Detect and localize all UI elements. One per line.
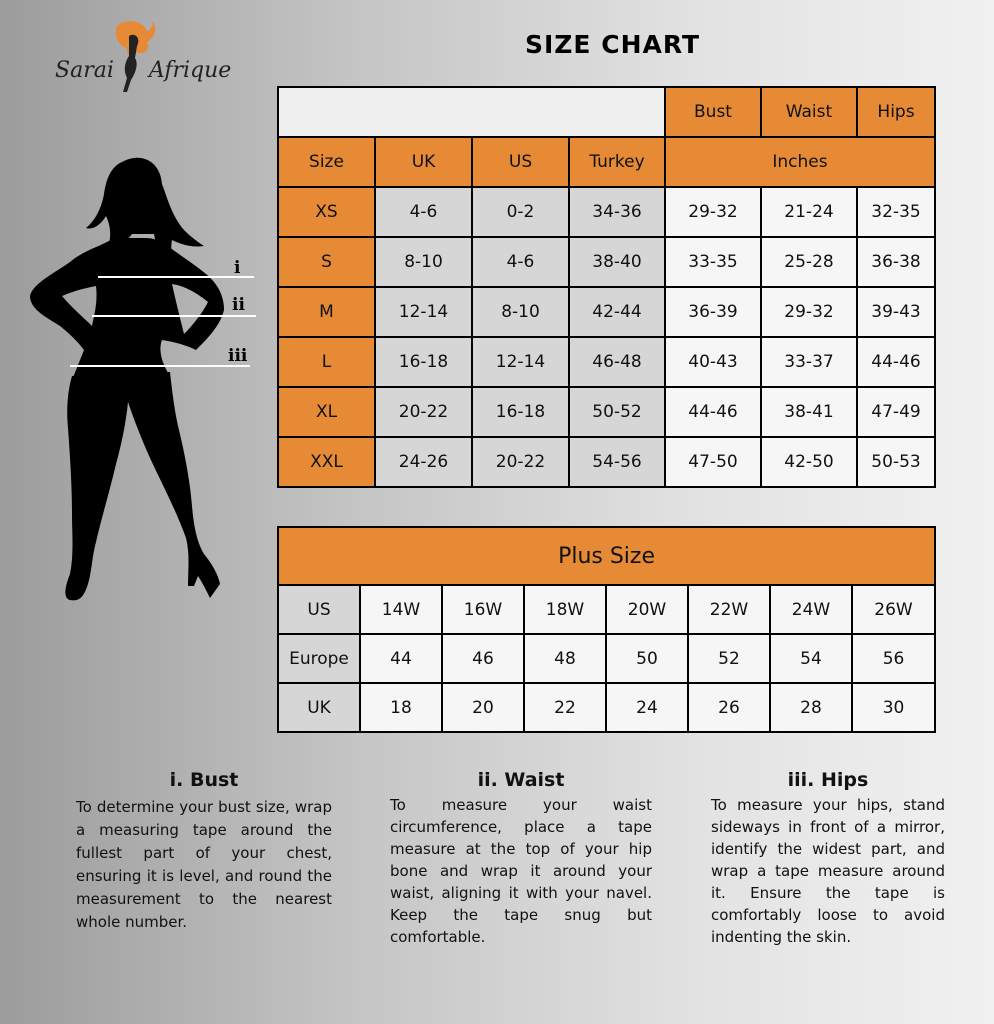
table-cell: 22 bbox=[524, 683, 606, 732]
size-label-cell: M bbox=[278, 287, 375, 337]
table-cell: 4-6 bbox=[472, 237, 569, 287]
table-cell: 47-50 bbox=[665, 437, 761, 487]
table-cell: 54-56 bbox=[569, 437, 665, 487]
table-cell: 12-14 bbox=[472, 337, 569, 387]
table-cell: 50-52 bbox=[569, 387, 665, 437]
plus-size-title: Plus Size bbox=[278, 527, 935, 585]
page-title: SIZE CHART bbox=[525, 30, 701, 59]
table-cell: 44-46 bbox=[665, 387, 761, 437]
table-cell: 28 bbox=[770, 683, 852, 732]
table-cell: 18 bbox=[360, 683, 442, 732]
table-cell: 54 bbox=[770, 634, 852, 683]
marker-ii: ii bbox=[232, 295, 245, 315]
table-cell: 14W bbox=[360, 585, 442, 634]
table-cell: 33-37 bbox=[761, 337, 857, 387]
table-cell: 44-46 bbox=[857, 337, 935, 387]
table-cell: 52 bbox=[688, 634, 770, 683]
table-cell: 42-44 bbox=[569, 287, 665, 337]
guide-title: ii. Waist bbox=[477, 769, 565, 791]
table-cell: 40-43 bbox=[665, 337, 761, 387]
table-cell: 46 bbox=[442, 634, 524, 683]
table-cell: 30 bbox=[852, 683, 935, 732]
size-label-cell: S bbox=[278, 237, 375, 287]
table-cell: 0-2 bbox=[472, 187, 569, 237]
table-cell: 33-35 bbox=[665, 237, 761, 287]
brand-logo bbox=[55, 18, 232, 103]
table-cell: 50 bbox=[606, 634, 688, 683]
table-cell: 16-18 bbox=[472, 387, 569, 437]
table-cell: 38-41 bbox=[761, 387, 857, 437]
table-row bbox=[278, 337, 935, 387]
table-cell: 34-36 bbox=[569, 187, 665, 237]
marker-iii: iii bbox=[228, 346, 248, 366]
region-label-cell: UK bbox=[278, 683, 360, 732]
logo-text: Sarai Afrique bbox=[55, 58, 232, 83]
table-cell: 36-39 bbox=[665, 287, 761, 337]
guide-title: iii. Hips bbox=[787, 769, 869, 791]
table-cell: 46-48 bbox=[569, 337, 665, 387]
table-cell: 8-10 bbox=[472, 287, 569, 337]
table-cell: 26W bbox=[852, 585, 935, 634]
inches-header: Inches bbox=[665, 137, 935, 187]
waist-header: Waist bbox=[761, 87, 857, 137]
measure-header-row bbox=[278, 87, 935, 137]
table-cell: 38-40 bbox=[569, 237, 665, 287]
table-cell: 29-32 bbox=[761, 287, 857, 337]
table-cell: 39-43 bbox=[857, 287, 935, 337]
size-label-cell: XS bbox=[278, 187, 375, 237]
table-cell: 24-26 bbox=[375, 437, 472, 487]
marker-i: i bbox=[234, 258, 241, 278]
table-cell: 56 bbox=[852, 634, 935, 683]
blank-header-cell bbox=[278, 87, 665, 137]
bust-header: Bust bbox=[665, 87, 761, 137]
table-cell: 26 bbox=[688, 683, 770, 732]
table-cell: 24 bbox=[606, 683, 688, 732]
us-header: US bbox=[472, 137, 569, 187]
table-cell: 47-49 bbox=[857, 387, 935, 437]
table-cell: 4-6 bbox=[375, 187, 472, 237]
table-cell: 21-24 bbox=[761, 187, 857, 237]
hips-header: Hips bbox=[857, 87, 935, 137]
guide-text: To measure your hips, stand sideways in front of a mirror, identify the widest part, and wrap a tape measure around it. Ensure the tape is comfortably loose to avoid indenting the skin. bbox=[711, 796, 945, 946]
turkey-header: Turkey bbox=[569, 137, 665, 187]
size-table bbox=[277, 86, 936, 488]
size-header-row bbox=[278, 137, 935, 187]
plus-title-row bbox=[278, 527, 935, 585]
table-cell: 8-10 bbox=[375, 237, 472, 287]
table-cell: 48 bbox=[524, 634, 606, 683]
table-row bbox=[278, 683, 935, 732]
table-cell: 16-18 bbox=[375, 337, 472, 387]
guide-title: i. Bust bbox=[169, 769, 239, 791]
table-row bbox=[278, 585, 935, 634]
table-cell: 22W bbox=[688, 585, 770, 634]
table-row bbox=[278, 437, 935, 487]
table-cell: 20-22 bbox=[472, 437, 569, 487]
table-row bbox=[278, 287, 935, 337]
table-cell: 24W bbox=[770, 585, 852, 634]
region-label-cell: Europe bbox=[278, 634, 360, 683]
table-cell: 20W bbox=[606, 585, 688, 634]
table-cell: 29-32 bbox=[665, 187, 761, 237]
size-label-cell: L bbox=[278, 337, 375, 387]
size-label-cell: XXL bbox=[278, 437, 375, 487]
table-cell: 50-53 bbox=[857, 437, 935, 487]
body-silhouette-icon bbox=[22, 150, 262, 610]
guide-text: To measure your waist circumference, place a tape measure at the top of your hip bone and wrap it around your waist, aligning it with your navel. Keep the tape snug but comfortable. bbox=[390, 796, 652, 946]
uk-header: UK bbox=[375, 137, 472, 187]
guide-text: To determine your bust size, wrap a measuring tape around the fullest part of your chest, ensuring it is level, and round the measurement to the nearest whole number. bbox=[76, 798, 332, 931]
table-row bbox=[278, 387, 935, 437]
table-cell: 20 bbox=[442, 683, 524, 732]
size-header: Size bbox=[278, 137, 375, 187]
table-row bbox=[278, 237, 935, 287]
table-cell: 18W bbox=[524, 585, 606, 634]
size-label-cell: XL bbox=[278, 387, 375, 437]
table-cell: 20-22 bbox=[375, 387, 472, 437]
plus-size-table bbox=[277, 526, 936, 733]
table-cell: 25-28 bbox=[761, 237, 857, 287]
table-cell: 44 bbox=[360, 634, 442, 683]
table-cell: 12-14 bbox=[375, 287, 472, 337]
region-label-cell: US bbox=[278, 585, 360, 634]
table-cell: 32-35 bbox=[857, 187, 935, 237]
table-row bbox=[278, 187, 935, 237]
table-cell: 36-38 bbox=[857, 237, 935, 287]
table-row bbox=[278, 634, 935, 683]
table-cell: 16W bbox=[442, 585, 524, 634]
table-cell: 42-50 bbox=[761, 437, 857, 487]
